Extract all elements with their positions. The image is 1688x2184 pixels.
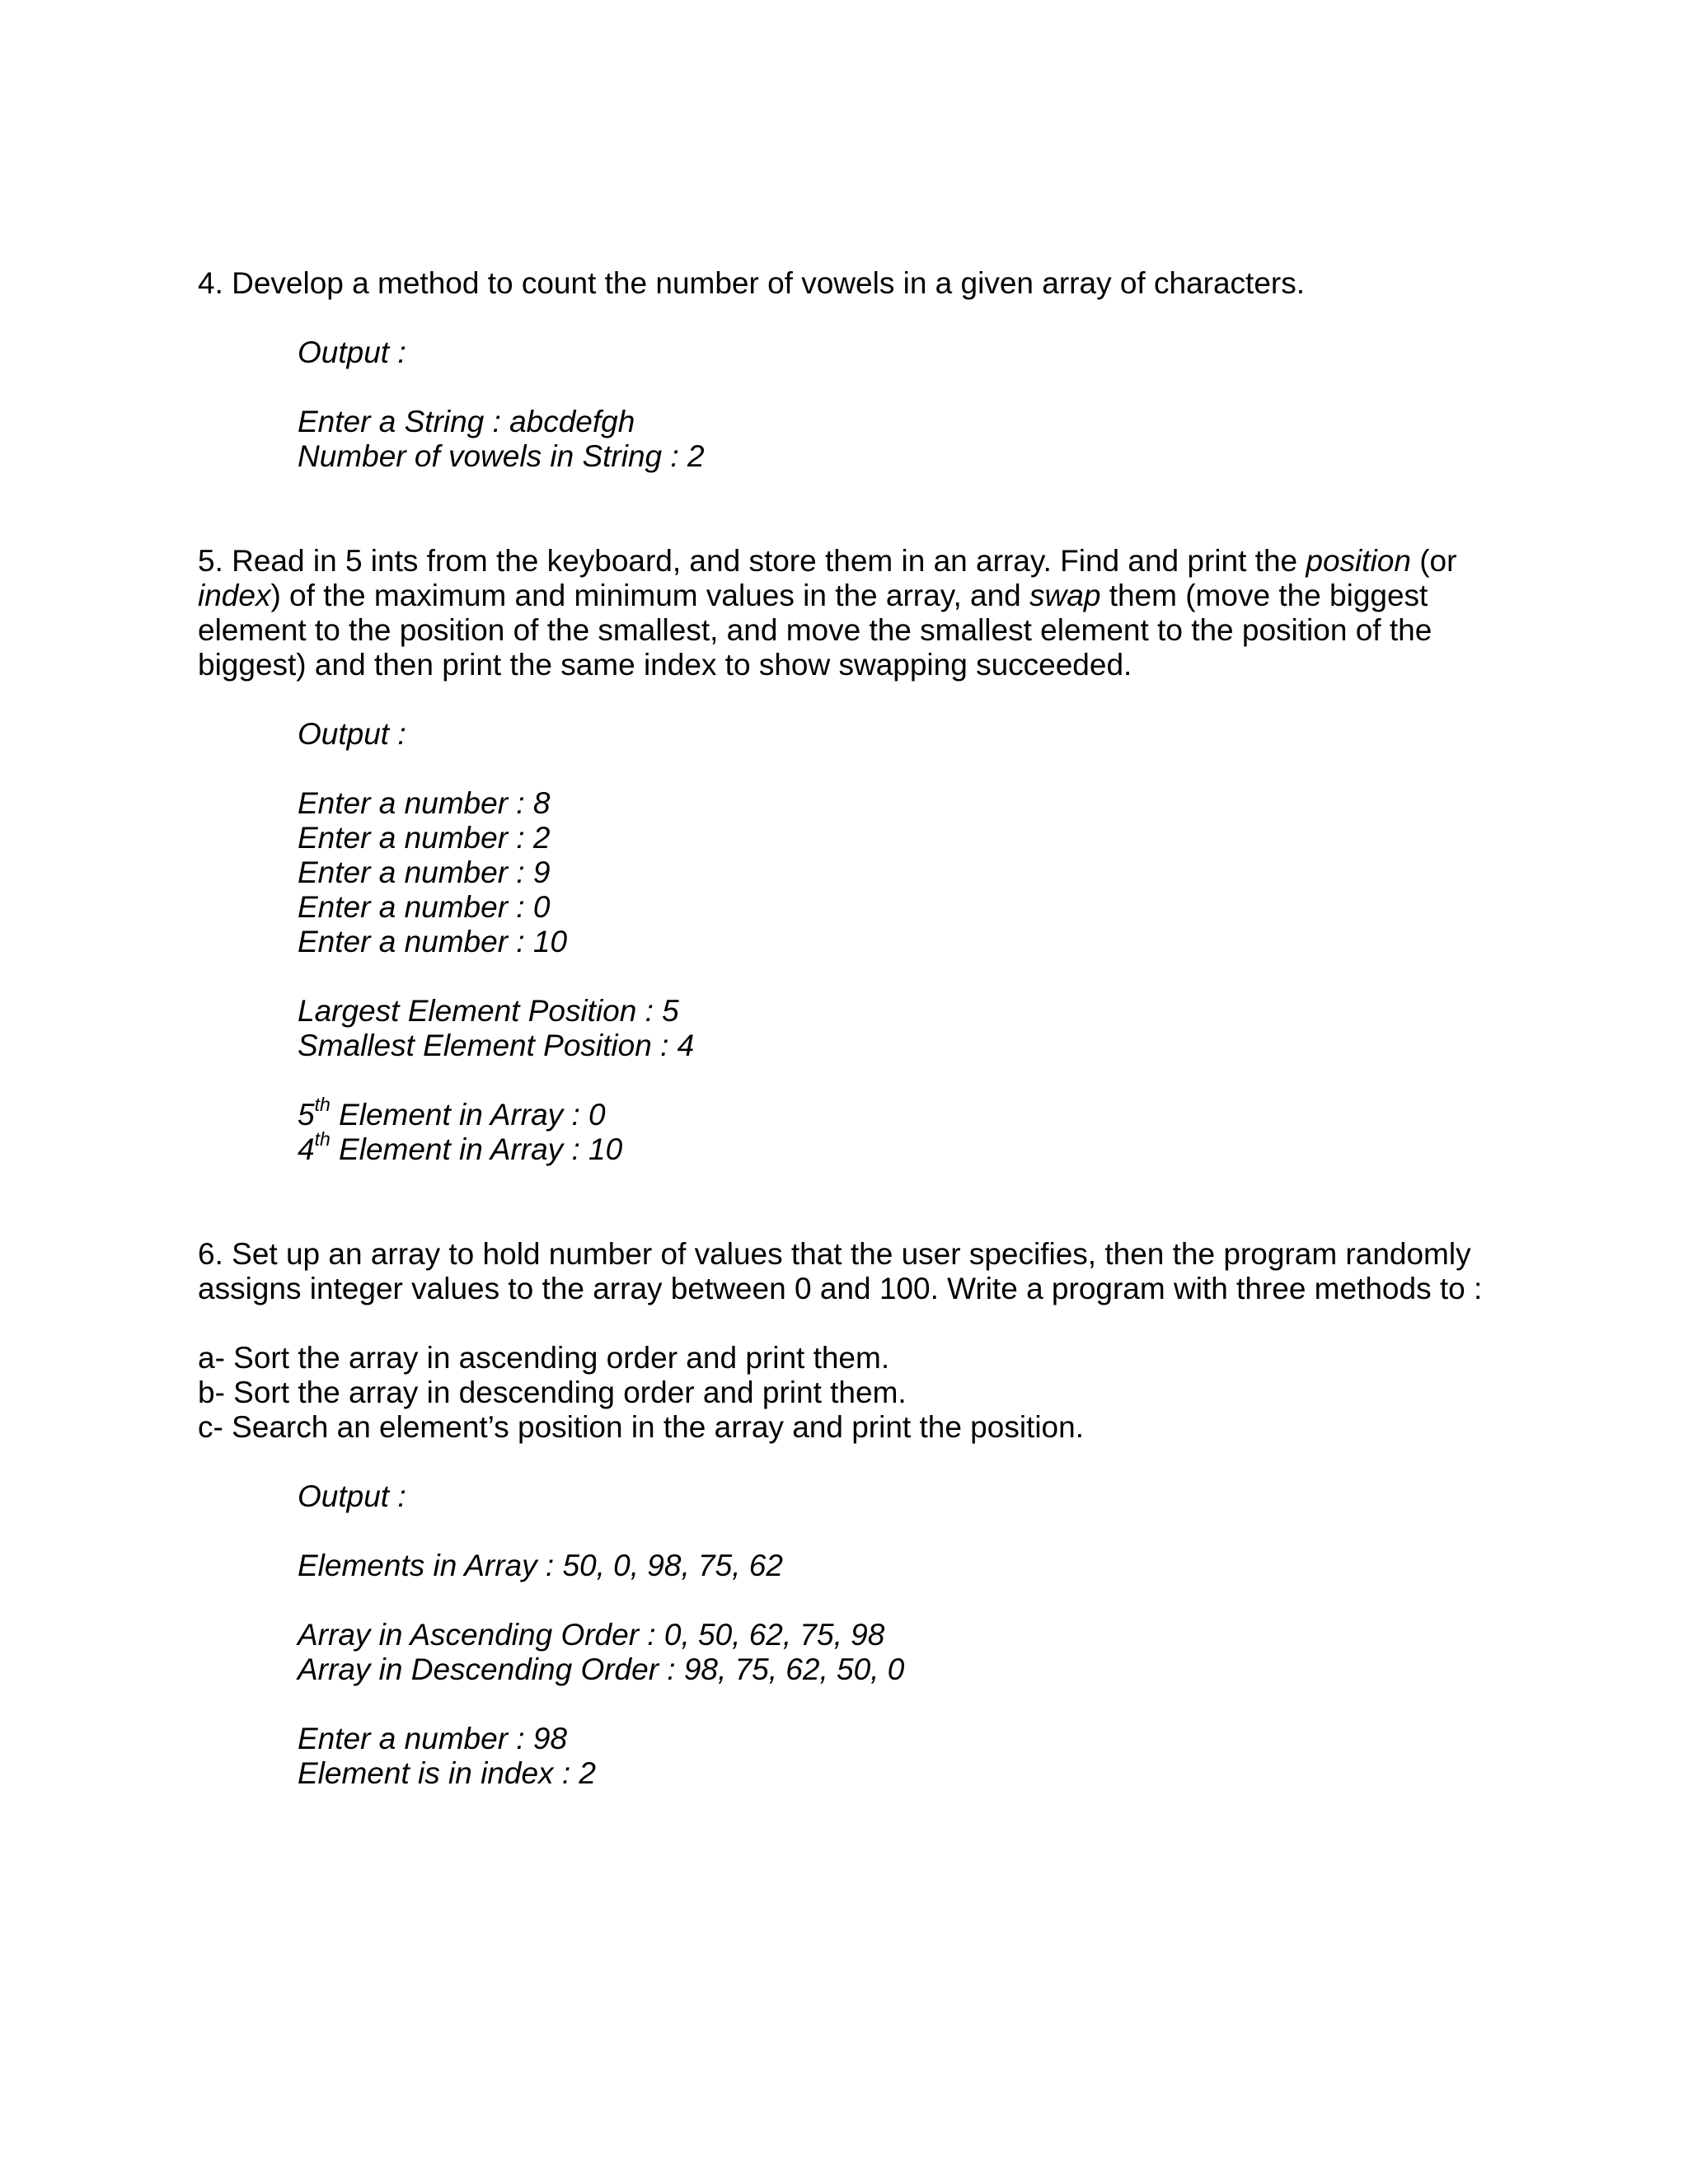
q6-elements-line: Elements in Array : 50, 0, 98, 75, 62 [298,1549,783,1582]
q6-descending-line: Array in Descending Order : 98, 75, 62, 50, 0 [298,1652,905,1686]
element-text: Element in Array : 0 [330,1098,606,1132]
q6-list-item-c: c- Search an element’s position in the array and print the position. [198,1410,1084,1444]
q5-input-line: Enter a number : 0 [298,890,551,924]
q4-output-label: Output : [298,335,406,369]
q5-emphasis-index: index [198,579,271,612]
q4-output-line: Number of vowels in String : 2 [298,439,705,473]
q5-text: 5. Read in 5 ints from the keyboard, and store them in an array. Find and print the [198,544,1306,578]
q5-input-line: Enter a number : 9 [298,855,551,889]
q6-ascending-line: Array in Ascending Order : 0, 50, 62, 75, 98 [298,1618,885,1652]
q6-found-line: Element is in index : 2 [298,1756,596,1790]
q5-text: them (move the biggest [1100,579,1428,612]
q5-input-line: Enter a number : 8 [298,786,551,820]
q5-fifth-element [298,1093,606,1132]
q5-emphasis-position: position [1306,544,1411,578]
q5-text: (or [1410,544,1457,578]
q5-smallest-position: Smallest Element Position : 4 [298,1029,695,1062]
ordinal-suffix: th [314,1093,331,1115]
q6-list-item-b: b- Sort the array in descending order and print them. [198,1376,907,1409]
ordinal-suffix: th [314,1127,331,1150]
question-5-line-4: biggest) and then print the same index to show swapping succeeded. [198,648,1132,682]
question-6-line-1: 6. Set up an array to hold number of values that the user specifies, then the program randomly [198,1237,1471,1271]
ordinal-number: 4 [298,1132,315,1166]
q5-emphasis-swap: swap [1029,579,1101,612]
q5-fourth-element [298,1127,623,1167]
question-5-line-1 [198,544,1456,579]
question-4-prompt: 4. Develop a method to count the number of vowels in a given array of characters. [198,266,1306,300]
q5-output-label: Output : [298,717,406,751]
q6-enter-line: Enter a number : 98 [298,1722,568,1755]
question-6-line-2: assigns integer values to the array between 0 and 100. Write a program with three methods to : [198,1272,1483,1305]
q5-text: ) of the maximum and minimum values in the array, and [270,579,1030,612]
q6-list-item-a: a- Sort the array in ascending order and print them. [198,1341,890,1375]
q5-input-line: Enter a number : 2 [298,821,551,855]
question-5-line-3: element to the position of the smallest, and move the smallest element to the position of the [198,613,1432,647]
q5-largest-position: Largest Element Position : 5 [298,994,679,1028]
element-text: Element in Array : 10 [330,1132,623,1166]
q4-output-line: Enter a String : abcdefgh [298,405,635,438]
q6-output-label: Output : [298,1479,406,1513]
question-5-line-2 [198,579,1428,613]
ordinal-number: 5 [298,1098,315,1132]
q5-input-line: Enter a number : 10 [298,925,568,958]
